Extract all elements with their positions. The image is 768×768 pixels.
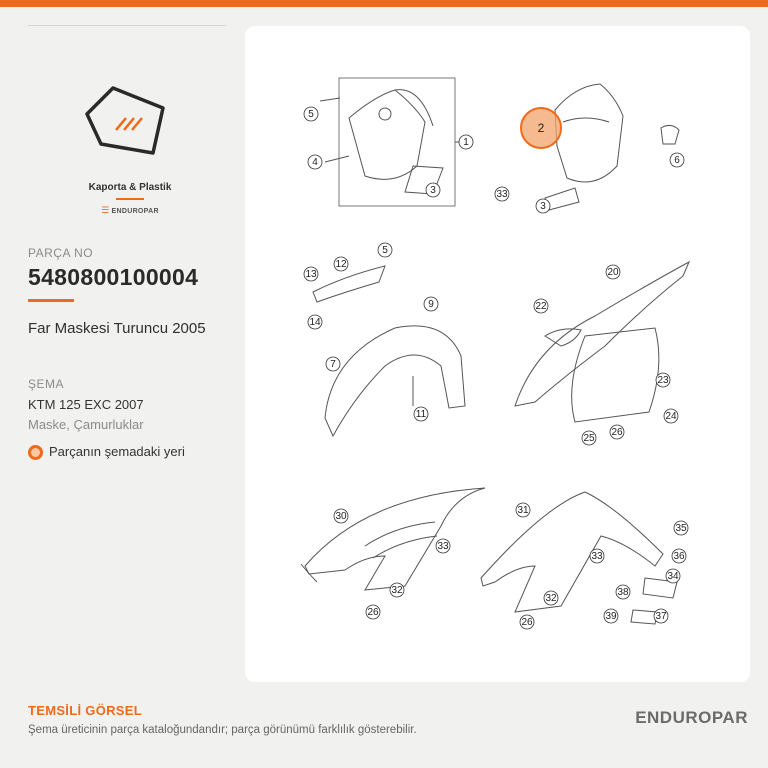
svg-text:13: 13 <box>305 269 317 280</box>
legend <box>28 444 185 460</box>
svg-text:11: 11 <box>415 409 427 420</box>
svg-text:25: 25 <box>583 433 595 444</box>
svg-text:5: 5 <box>308 109 314 120</box>
svg-text:37: 37 <box>655 611 667 622</box>
schema-model: KTM 125 EXC 2007 <box>28 397 144 412</box>
svg-text:20: 20 <box>607 267 619 278</box>
parts-diagram-drawing <box>245 26 750 682</box>
svg-text:5: 5 <box>382 245 388 256</box>
svg-text:39: 39 <box>605 611 617 622</box>
part-name: Far Maskesi Turuncu 2005 <box>28 320 206 337</box>
svg-text:24: 24 <box>665 411 677 422</box>
svg-text:1: 1 <box>463 137 469 148</box>
svg-text:2: 2 <box>537 121 545 135</box>
svg-text:6: 6 <box>674 155 680 166</box>
category-logo <box>60 86 200 221</box>
svg-text:26: 26 <box>611 427 623 438</box>
svg-text:14: 14 <box>309 317 321 328</box>
brand-small <box>60 205 200 216</box>
brand-small-text: ENDUROPAR <box>111 208 159 215</box>
category-underline <box>116 198 144 200</box>
svg-text:33: 33 <box>496 189 508 200</box>
svg-text:33: 33 <box>437 541 449 552</box>
svg-text:36: 36 <box>673 551 685 562</box>
brand-mark-icon: ☰ <box>101 205 110 215</box>
svg-text:23: 23 <box>657 375 669 386</box>
category-label: Kaporta & Plastik <box>88 182 172 193</box>
top-accent-bar <box>0 0 768 7</box>
svg-text:7: 7 <box>330 359 336 370</box>
svg-text:34: 34 <box>667 571 679 582</box>
svg-text:4: 4 <box>312 157 318 168</box>
part-no-underline <box>28 299 74 302</box>
svg-text:38: 38 <box>617 587 629 598</box>
part-no-label: PARÇA NO <box>28 246 94 260</box>
svg-text:32: 32 <box>545 593 557 604</box>
svg-text:33: 33 <box>591 551 603 562</box>
svg-text:9: 9 <box>428 299 434 310</box>
legend-text: Parçanın şemadaki yeri <box>49 444 185 459</box>
svg-text:35: 35 <box>675 523 687 534</box>
svg-text:3: 3 <box>540 201 546 212</box>
parts-diagram <box>245 26 750 682</box>
location-marker-icon <box>28 445 43 460</box>
brand-footer: ENDUROPAR <box>635 708 748 727</box>
svg-text:26: 26 <box>367 607 379 618</box>
svg-text:3: 3 <box>430 185 436 196</box>
schema-label: ŞEMA <box>28 377 65 391</box>
part-number: 5480800100004 <box>28 264 199 290</box>
svg-text:30: 30 <box>335 511 347 522</box>
svg-text:22: 22 <box>535 301 547 312</box>
fairing-outline-icon <box>85 86 175 178</box>
top-divider <box>28 25 226 26</box>
representative-description: Şema üreticinin parça kataloğundandır; parça görünümü farklılık gösterebilir. <box>28 724 417 736</box>
svg-text:31: 31 <box>517 505 529 516</box>
svg-text:32: 32 <box>391 585 403 596</box>
representative-title: TEMSİLİ GÖRSEL <box>28 703 142 718</box>
svg-text:26: 26 <box>521 617 533 628</box>
svg-text:12: 12 <box>335 259 347 270</box>
schema-section: Maske, Çamurluklar <box>28 417 144 432</box>
